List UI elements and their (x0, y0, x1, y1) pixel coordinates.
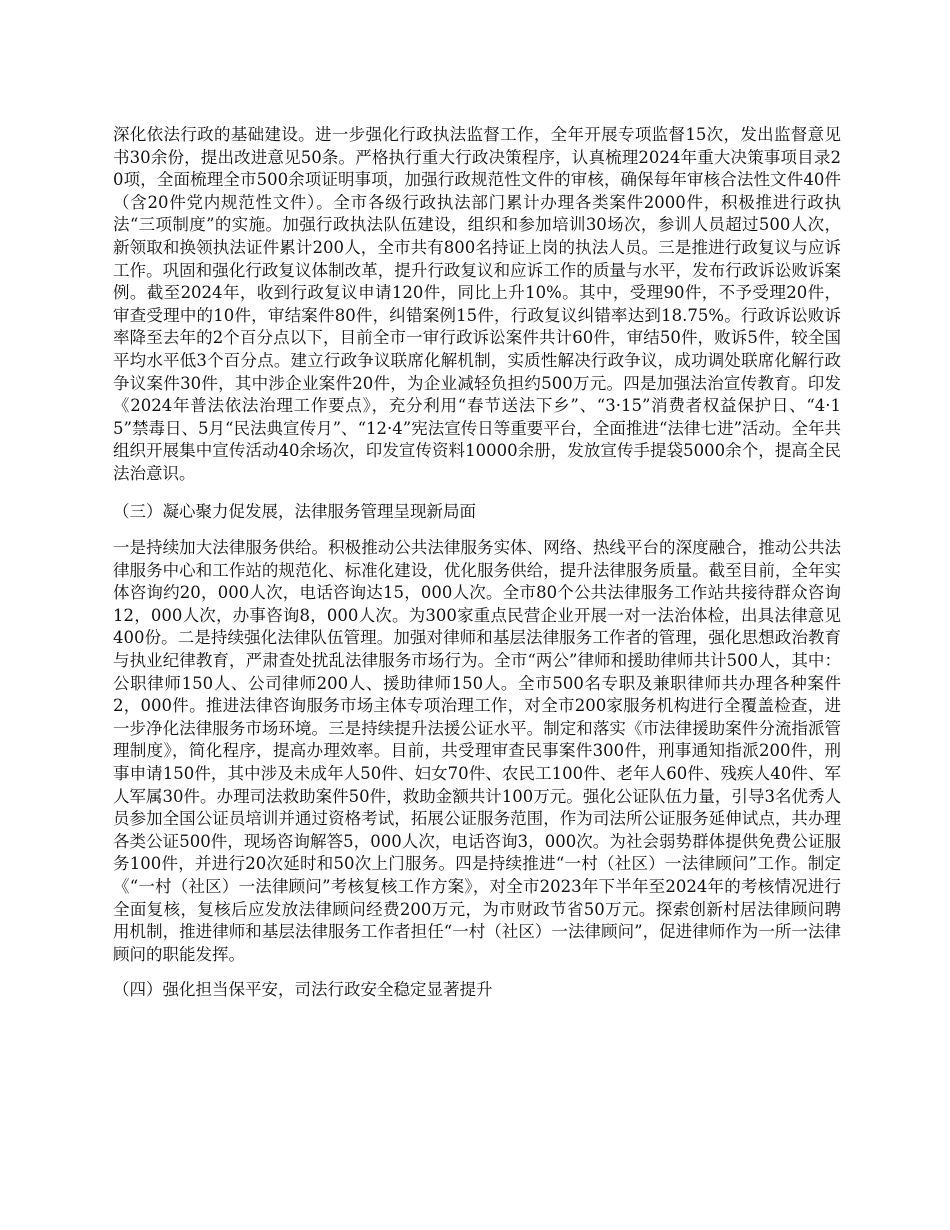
body-paragraph-legal-services: 一是持续加大法律服务供给。积极推动公共法律服务实体、网络、热线平台的深度融合，推动公共法律服务中心和工作站的规范化、标准化建设，优化服务供给，提升法律服务质量。截至目前，全年实体咨询约20，000人次，电话咨询达15，000人次。全市80个公共法律服务工作站共接待群众咨询12，000人次，办事咨询8，000人次。为300家重点民营企业开展一对一法治体检，出具法律意见400份。二是持续强化法律队伍管理。加强对律师和基层法律服务工作者的管理，强化思想政治教育与执业纪律教育，严肃查处扰乱法律服务市场行为。全市“两公”律师和援助律师共计500人，其中：公职律师150人、公司律师200人、援助律师150人。全市500名专职及兼职律师共办理各种案件2，000件。推进法律咨询服务市场主体专项治理工作，对全市200家服务机构进行全覆盖检查，进一步净化法律服务市场环境。三是持续提升法援公证水平。制定和落实《市法律援助案件分流指派管理制度》，简化程序，提高办理效率。目前，共受理审查民事案件300件，刑事通知指派200件，刑事申请150件，其中涉及未成年人50件、妇女70件、农民工100件、老年人60件、残疾人40件、军人军属30件。办理司法救助案件50件，救助金额共计100万元。强化公证队伍力量，引导3名优秀人员参加全国公证员培训并通过资格考试，拓展公证服务范围，作为司法所公证服务延伸试点，共办理各类公证500件，现场咨询解答5，000人次，电话咨询3，000次。为社会弱势群体提供免费公证服务100件，并进行20次延时和50次上门服务。四是持续推进“一村（社区）一法律顾问”工作。制定《“一村（社区）一法律顾问”考核复核工作方案》，对全市2023年下半年至2024年的考核情况进行全面复核，复核后应发放法律顾问经费200万元，为市财政节省50万元。探索创新村居法律顾问聘用机制，推进律师和基层法律服务工作者担任“一村（社区）一法律顾问”，促进律师作为一所一法律顾问的职能发挥。 (113, 538, 841, 964)
section-heading-safety-stability: （四）强化担当保平安，司法行政安全稳定显著提升 (113, 980, 493, 1000)
document-page (113, 124, 841, 1002)
body-paragraph-rule-of-law: 深化依法行政的基础建设。进一步强化行政执法监督工作，全年开展专项监督15次，发出监督意见书30余份，提出改进意见50条。严格执行重大行政决策程序，认真梳理2024年重大决策事项目录20项，全面梳理全市500余项证明事项，加强行政规范性文件的审核，确保每年审核合法性文件40件（含20件党内规范性文件）。全市各级行政执法部门累计办理各类案件2000件，积极推进行政执法“三项制度”的实施。加强行政执法队伍建设，组织和参加培训30场次，参训人员超过500人次，新领取和换领执法证件累计200人，全市共有800名持证上岗的执法人员。三是推进行政复议与应诉工作。巩固和强化行政复议体制改革，提升行政复议和应诉工作的质量与水平，发布行政诉讼败诉案例。截至2024年，收到行政复议申请120件，同比上升10%。其中，受理90件，不予受理20件，审查受理中的10件，审结案件80件，纠错案例15件，行政复议纠错率达到18.75%。行政诉讼败诉率降至去年的2个百分点以下，目前全市一审行政诉讼案件共计60件，审结50件，败诉5件，较全国平均水平低3个百分点。建立行政争议联席化解机制，实质性解决行政争议，成功调处联席化解行政争议案件30件，其中涉企业案件20件，为企业减轻负担约500万元。四是加强法治宣传教育。印发《2024年普法依法治理工作要点》，充分利用“春节送法下乡”、“3·15”消费者权益保护日、“4·15”禁毒日、5月“民法典宣传月”、“12·4”宪法宣传日等重要平台，全面推进“法律七进”活动。全年共组织开展集中宣传活动40余场次，印发宣传资料10000余册，发放宣传手提袋5000余个，提高全民法治意识。 (113, 125, 841, 483)
section-heading-legal-services: （三）凝心聚力促发展，法律服务管理呈现新局面 (113, 501, 476, 521)
